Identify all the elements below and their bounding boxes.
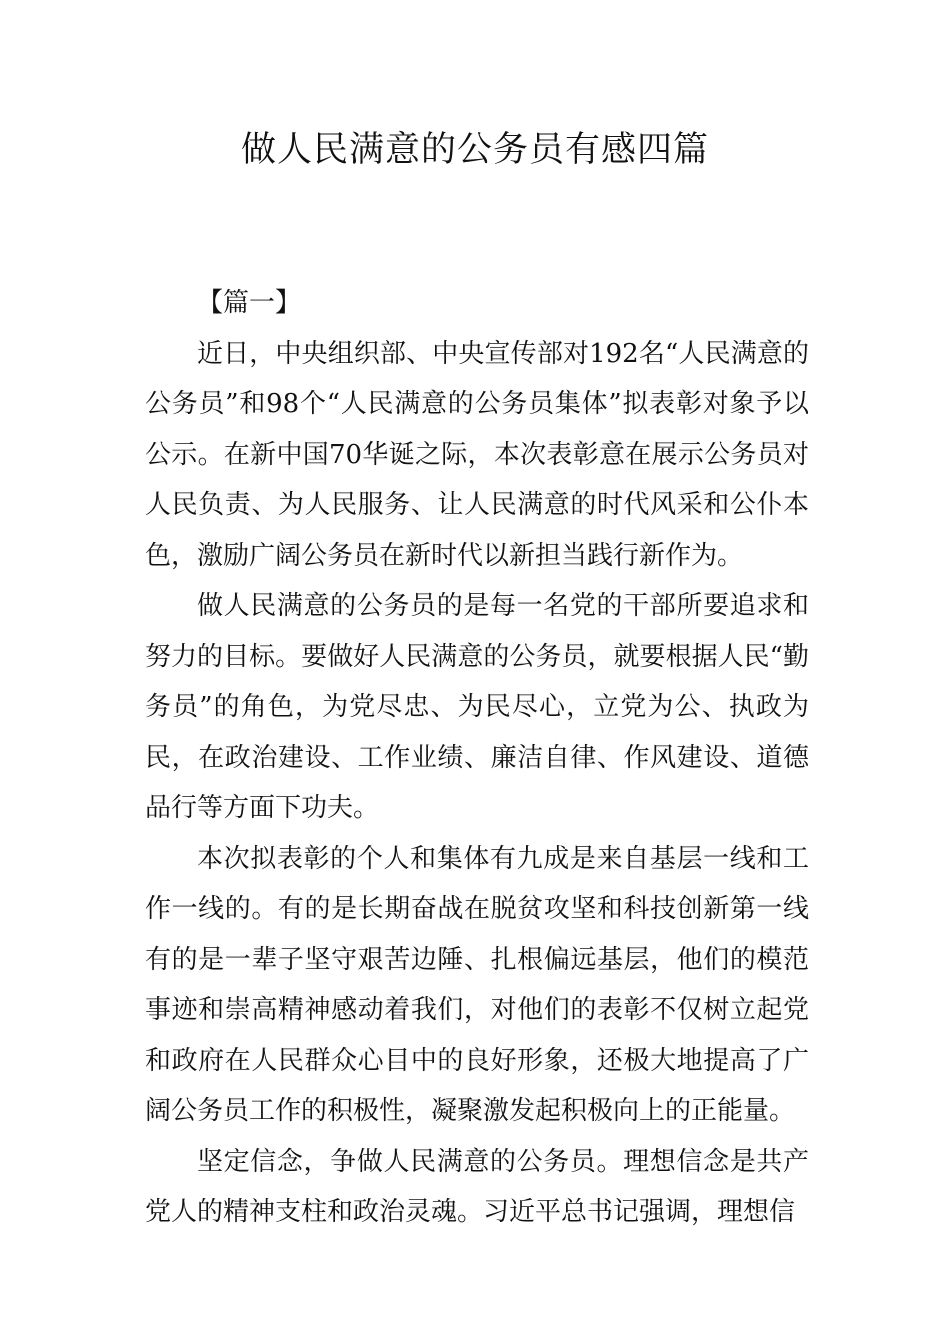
paragraph-4: 坚定信念，争做人民满意的公务员。理想信念是共产党人的精神支柱和政治灵魂。习近平总书记强调，理想信 — [145, 1146, 809, 1227]
paragraph-1: 近日，中央组织部、中央宣传部对192名“人民满意的公务员”和98个“人民满意的公务员集体”拟表彰对象予以公示。在新中国70华诞之际，本次表彰意在展示公务员对人民负责、为人民服务、让人民满意的时代风采和公仆本色，激励广阔公务员在新时代以新担当践行新作为。 — [145, 338, 809, 571]
paragraph-2: 做人民满意的公务员的是每一名党的干部所要追求和努力的目标。要做好人民满意的公务员，就要根据人民“勤务员”的角色，为党尽忠、为民尽心，立党为公、执政为民，在政治建设、工作业绩、廉洁自律、作风建设、道德品行等方面下功夫。 — [145, 591, 809, 823]
paragraph-3: 本次拟表彰的个人和集体有九成是来自基层一线和工作一线的。有的是长期奋战在脱贫攻坚和科技创新第一线有的是一辈子坚守艰苦边陲、扎根偏远基层，他们的模范事迹和崇高精神感动着我们，对他们的表彰不仅树立起党和政府在人民群众心目中的良好形象，还极大地提高了广阔公务员工作的积极性，凝聚激发起积极向上的正能量。 — [145, 843, 809, 1126]
document-body — [145, 278, 809, 1238]
section-label: 【篇一】 — [197, 288, 302, 318]
document-title: 做人民满意的公务员有感四篇 — [240, 130, 709, 170]
